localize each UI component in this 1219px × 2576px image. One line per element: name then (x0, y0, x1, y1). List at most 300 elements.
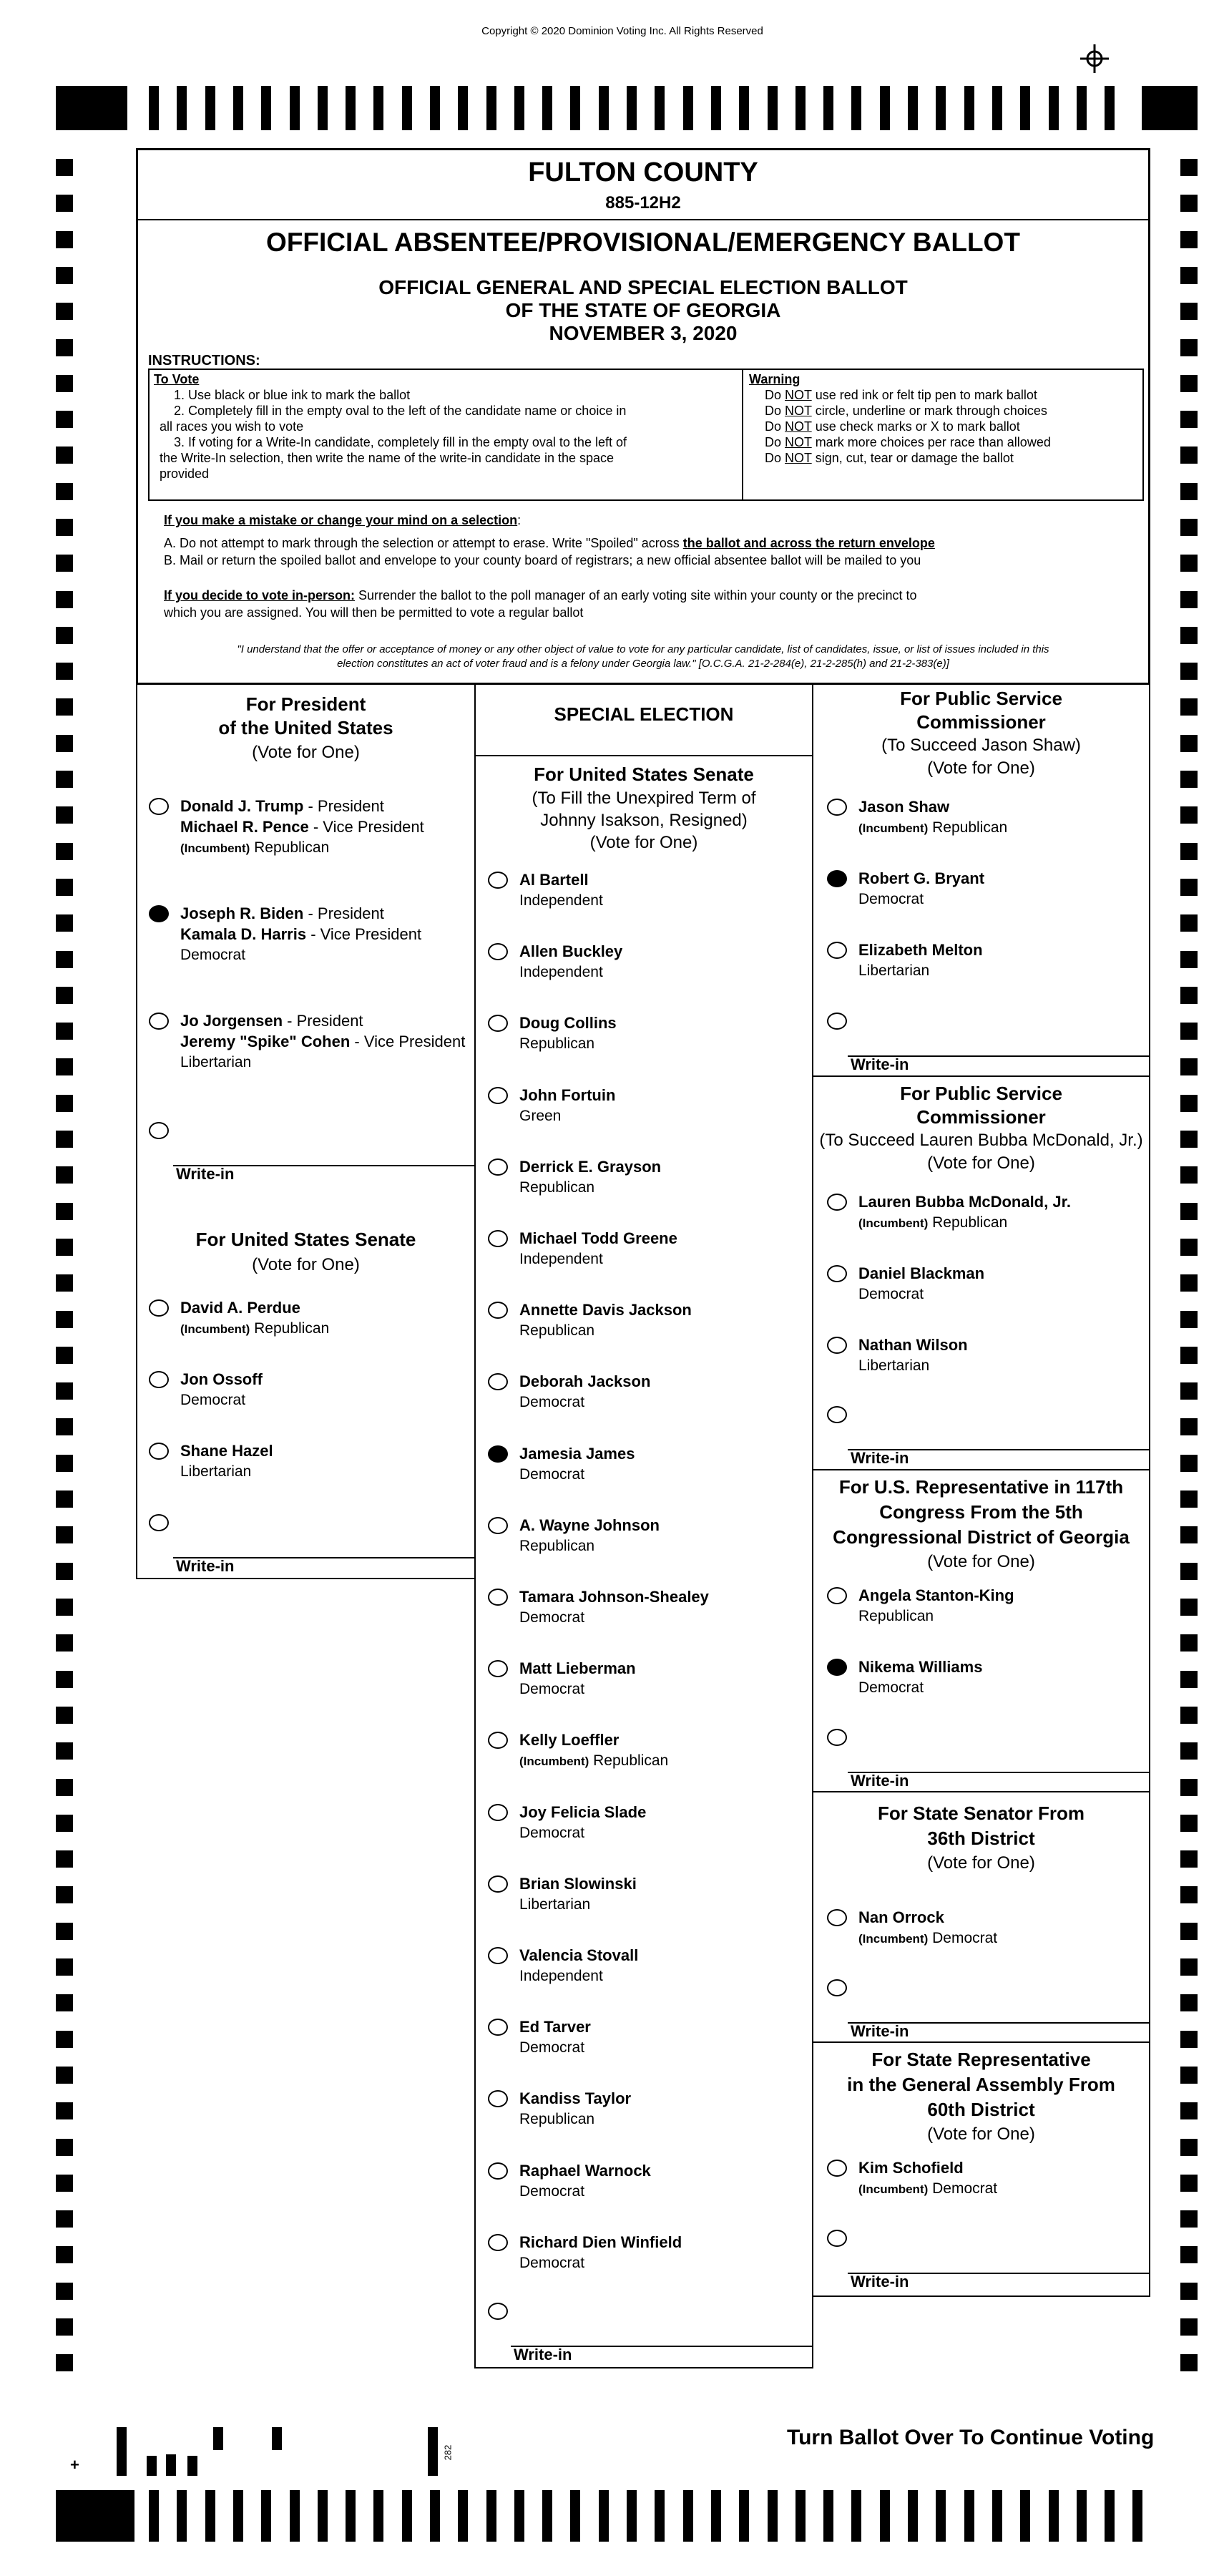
vote-oval[interactable] (488, 2303, 508, 2320)
vote-oval[interactable] (149, 798, 169, 815)
side-mark (1180, 591, 1198, 608)
timing-bar (514, 86, 524, 130)
side-mark (1180, 1023, 1198, 1040)
side-mark (1180, 1382, 1198, 1400)
race-title: 36th District (927, 1828, 1035, 1849)
side-mark (56, 1455, 73, 1472)
warning-label: Warning (749, 372, 801, 386)
side-mark (1180, 843, 1198, 860)
candidate-party: Democrat (519, 1394, 585, 1411)
timing-bar (683, 2490, 693, 2542)
candidate-name: Shane Hazel (180, 1442, 273, 1460)
side-mark (1180, 2139, 1198, 2156)
side-mark (1180, 1491, 1198, 1508)
timing-bar (1020, 2490, 1030, 2542)
timing-bar (177, 2490, 187, 2542)
side-mark (1180, 231, 1198, 248)
candidate[interactable] (519, 1802, 646, 1843)
race-title: For Public Service (900, 688, 1062, 709)
candidate[interactable] (519, 2016, 591, 2058)
side-mark (1180, 1815, 1198, 1832)
timing-bar (233, 86, 243, 130)
candidate[interactable] (519, 1299, 692, 1341)
side-mark (56, 1418, 73, 1435)
vote-oval[interactable] (488, 1804, 508, 1821)
vote-oval[interactable] (827, 1729, 847, 1746)
mistake-instruction-b: B. Mail or return the spoiled ballot and envelope to your county board of registrars; a new official absentee ballot will be mailed to you (164, 553, 921, 567)
in-person-instruction: If you decide to vote in-person: Surrender the ballot to the poll manager of an early voting site within your county or the precinct to (164, 588, 917, 602)
side-mark (56, 771, 73, 788)
timing-bar (711, 86, 721, 130)
side-mark (56, 1599, 73, 1616)
side-mark (56, 987, 73, 1004)
in-person-instruction-cont: which you are assigned. You will then be permitted to vote a regular ballot (164, 605, 584, 620)
side-mark (56, 2031, 73, 2048)
candidate[interactable] (519, 1729, 668, 1772)
candidate[interactable] (519, 1873, 637, 1915)
race-title: For State Senator From (878, 1802, 1085, 1824)
side-mark (1180, 627, 1198, 644)
side-mark (1180, 1526, 1198, 1543)
candidate[interactable]: Jo Jorgensen - President Jeremy "Spike" Cohen - Vice President Libertarian (180, 1010, 465, 1073)
timing-block (56, 86, 127, 130)
race-title: Commissioner (916, 1106, 1046, 1128)
timing-bar (570, 2490, 580, 2542)
timing-bar (290, 86, 300, 130)
race-divider (813, 1075, 1149, 1077)
candidate[interactable] (180, 1369, 263, 1410)
write-in-label: Write-in (851, 1772, 909, 1790)
candidate-party: Democrat (519, 1681, 585, 1698)
ballot-code: 885-12H2 (605, 193, 681, 213)
side-mark (1180, 1347, 1198, 1364)
vote-oval[interactable] (488, 1445, 508, 1463)
side-mark (1180, 483, 1198, 500)
vote-oval[interactable] (488, 2162, 508, 2180)
race-title: in the General Assembly From (847, 2074, 1115, 2095)
candidate[interactable] (858, 940, 983, 981)
timing-bar (1105, 86, 1115, 130)
side-mark (1180, 2354, 1198, 2371)
side-mark (1180, 1634, 1198, 1652)
candidate-name: Daniel Blackman (858, 1264, 985, 1282)
timing-bar (458, 2490, 468, 2542)
code-bar (166, 2454, 176, 2476)
candidate-party: Independent (519, 1968, 603, 1984)
side-mark (56, 1923, 73, 1940)
write-in-label: Write-in (514, 2346, 572, 2363)
vote-oval[interactable] (488, 1158, 508, 1176)
side-mark (1180, 555, 1198, 572)
side-mark (56, 879, 73, 896)
candidate[interactable] (519, 941, 622, 982)
candidate[interactable] (858, 1335, 968, 1376)
timing-bar (149, 2490, 159, 2542)
vote-oval[interactable] (827, 1406, 847, 1423)
candidate[interactable] (519, 1515, 660, 1556)
vote-oval[interactable] (149, 1122, 169, 1139)
side-mark (1180, 2246, 1198, 2263)
candidate-name: Derrick E. Grayson (519, 1157, 662, 1176)
county-title: FULTON COUNTY (528, 157, 758, 187)
candidate-party: Libertarian (858, 1357, 930, 1374)
candidate[interactable] (519, 869, 603, 911)
candidate[interactable]: Joseph R. Biden - President Kamala D. Harris - Vice President Democrat (180, 903, 421, 965)
vote-for-label: (Vote for One) (927, 2124, 1035, 2144)
page-code: 282 (442, 2444, 454, 2461)
vote-oval[interactable] (827, 942, 847, 959)
candidate-party: Democrat (858, 891, 924, 907)
candidate-party: (Incumbent) Republican (858, 819, 1008, 836)
vote-oval[interactable] (827, 1587, 847, 1604)
side-mark (1180, 1058, 1198, 1075)
timing-bar (711, 2490, 721, 2542)
candidate-party: (Incumbent) Democrat (858, 2180, 998, 2197)
timing-bar (1049, 86, 1059, 130)
vote-oval[interactable] (149, 1514, 169, 1531)
vote-oval[interactable] (827, 2230, 847, 2247)
candidate[interactable] (519, 2088, 631, 2129)
side-mark (56, 1347, 73, 1364)
timing-bar (908, 86, 918, 130)
side-mark (1180, 1707, 1198, 1724)
vote-oval[interactable] (488, 1947, 508, 1964)
side-mark (56, 447, 73, 464)
timing-bar (683, 86, 693, 130)
write-in-label: Write-in (176, 1165, 235, 1183)
special-election-heading: SPECIAL ELECTION (554, 703, 734, 725)
vote-oval[interactable] (827, 799, 847, 816)
candidate[interactable] (858, 1191, 1071, 1234)
candidate-party: Libertarian (180, 1463, 252, 1480)
side-mark (56, 1994, 73, 2011)
candidate-name: A. Wayne Johnson (519, 1516, 660, 1534)
candidate-name: Robert G. Bryant (858, 869, 985, 887)
candidate-name: Jamesia James (519, 1444, 635, 1463)
side-mark (56, 483, 73, 500)
side-mark (1180, 1239, 1198, 1256)
candidate-name: John Fortuin (519, 1085, 616, 1104)
bottom-timing-marks (0, 2490, 1219, 2576)
side-mark (1180, 1886, 1198, 1903)
side-mark (1180, 1742, 1198, 1760)
candidate[interactable] (180, 1440, 273, 1482)
side-mark (56, 1166, 73, 1184)
side-mark (56, 2210, 73, 2228)
race-subtitle: Johnny Isakson, Resigned) (540, 811, 748, 830)
vote-oval[interactable] (827, 1013, 847, 1030)
side-mark (56, 411, 73, 428)
candidate-party: Democrat (180, 1392, 246, 1408)
candidate-party: Independent (519, 1251, 603, 1267)
race-divider (813, 1791, 1149, 1792)
side-mark (1180, 1311, 1198, 1328)
instructions-box (148, 369, 1144, 501)
candidate-party: Democrat (519, 2254, 585, 2271)
instruction-line: 1. Use black or blue ink to mark the ballot (174, 388, 411, 402)
vote-oval[interactable] (488, 872, 508, 889)
side-mark (56, 1634, 73, 1652)
timing-bar (936, 2490, 946, 2542)
race-title: For Public Service (900, 1083, 1062, 1104)
running-mate-name: Jeremy "Spike" Cohen (180, 1033, 351, 1050)
candidate[interactable] (519, 2160, 651, 2202)
code-bar (213, 2427, 223, 2450)
side-mark (56, 303, 73, 320)
side-mark (56, 1563, 73, 1580)
vote-oval[interactable] (827, 1979, 847, 1996)
timing-bar (261, 2490, 271, 2542)
instruction-line: 3. If voting for a Write-In candidate, completely fill in the empty oval to the left of (174, 435, 627, 449)
vote-for-label: (Vote for One) (927, 1153, 1035, 1173)
candidate[interactable] (519, 1443, 635, 1485)
candidate[interactable] (519, 1085, 615, 1126)
warning-line: Do NOT use red ink or felt tip pen to mark ballot (765, 388, 1037, 402)
side-mark (1180, 1274, 1198, 1292)
timing-bar (458, 86, 468, 130)
candidate-name: David A. Perdue (180, 1299, 300, 1317)
candidate-party: Democrat (519, 1824, 585, 1841)
candidate[interactable] (519, 2232, 682, 2273)
race-title: Congressional District of Georgia (833, 1526, 1130, 1548)
candidate-party: (Incumbent) Republican (519, 1752, 669, 1770)
side-mark (1180, 1563, 1198, 1580)
vote-oval[interactable] (149, 1013, 169, 1030)
race-title: For State Representative (871, 2049, 1091, 2070)
candidate[interactable] (858, 1907, 997, 1949)
candidate-name: Brian Slowinski (519, 1874, 637, 1893)
running-mate-name: Michael R. Pence (180, 818, 309, 836)
candidate[interactable] (519, 1156, 661, 1198)
timing-bar (992, 86, 1002, 130)
code-bar (187, 2456, 197, 2476)
vote-oval[interactable] (149, 1371, 169, 1388)
instruction-line: all races you wish to vote (160, 419, 304, 434)
vote-oval[interactable] (827, 1265, 847, 1282)
warning-line: Do NOT mark more choices per race than allowed (765, 435, 1051, 449)
side-mark (56, 1886, 73, 1903)
candidate-party: Republican (519, 1035, 595, 1053)
side-mark (56, 1239, 73, 1256)
candidate-name: Angela Stanton-King (858, 1586, 1014, 1604)
timing-bar (373, 86, 383, 130)
candidate[interactable] (858, 2157, 997, 2200)
side-mark (56, 627, 73, 644)
vote-oval[interactable] (488, 1230, 508, 1247)
side-mark (56, 159, 73, 176)
side-mark (1180, 735, 1198, 752)
candidate[interactable] (519, 1013, 617, 1054)
timing-bar (992, 2490, 1002, 2542)
vote-for-label: (Vote for One) (927, 1853, 1035, 1873)
race-subtitle: (To Succeed Jason Shaw) (881, 736, 1081, 755)
timing-bar (1049, 2490, 1059, 2542)
candidate[interactable] (180, 1297, 329, 1340)
side-mark (56, 2139, 73, 2156)
timing-bar (655, 86, 665, 130)
timing-bar (205, 2490, 215, 2542)
timing-bar (486, 2490, 496, 2542)
plus-mark: + (70, 2456, 79, 2474)
timing-bar (346, 2490, 356, 2542)
timing-bar (851, 2490, 861, 2542)
timing-bar (233, 2490, 243, 2542)
race-title: 60th District (927, 2099, 1035, 2120)
side-mark (56, 951, 73, 968)
timing-bar (149, 86, 159, 130)
timing-bar (880, 86, 890, 130)
timing-bar (177, 86, 187, 130)
timing-bar (1020, 86, 1030, 130)
vote-oval[interactable] (149, 1299, 169, 1317)
candidate-name: Raphael Warnock (519, 2161, 651, 2180)
vote-oval[interactable] (488, 1589, 508, 1606)
candidate[interactable] (519, 1371, 650, 1413)
side-mark (1180, 1203, 1198, 1220)
vote-oval[interactable] (488, 1087, 508, 1104)
side-mark (56, 1095, 73, 1112)
candidate[interactable] (858, 1657, 982, 1698)
side-mark (56, 375, 73, 392)
timing-bar (851, 86, 861, 130)
timing-bar (1132, 2490, 1142, 2542)
write-in-label: Write-in (851, 1449, 909, 1467)
candidate[interactable] (519, 1945, 638, 1986)
candidate[interactable] (858, 1263, 984, 1304)
write-in-label: Write-in (851, 2022, 909, 2040)
vote-oval[interactable] (827, 1659, 847, 1676)
candidate-party: Democrat (519, 2039, 585, 2057)
race-title: Congress From the 5th (879, 1501, 1083, 1523)
candidate-party: Libertarian (519, 1896, 591, 1913)
side-mark (1180, 447, 1198, 464)
side-mark (1180, 411, 1198, 428)
side-mark (1180, 2210, 1198, 2228)
vote-oval[interactable] (827, 1909, 847, 1926)
candidate-name: Matt Lieberman (519, 1659, 636, 1678)
candidate-party: Republican (519, 1537, 595, 1554)
side-mark (56, 1815, 73, 1832)
vote-oval[interactable] (827, 1337, 847, 1354)
vote-oval[interactable] (149, 905, 169, 922)
timing-bar (261, 86, 271, 130)
candidate-name: Doug Collins (519, 1014, 617, 1033)
candidate[interactable] (519, 1586, 709, 1628)
side-mark (56, 1058, 73, 1075)
vote-oval[interactable] (488, 2234, 508, 2251)
side-mark (1180, 1671, 1198, 1688)
vote-oval[interactable] (827, 2160, 847, 2177)
instruction-line: provided (160, 467, 210, 481)
timing-bar (795, 86, 806, 130)
vote-oval[interactable] (827, 1194, 847, 1211)
side-mark (56, 1779, 73, 1796)
side-mark (1180, 698, 1198, 716)
candidate-name: Donald J. Trump (180, 797, 304, 815)
candidate[interactable] (858, 796, 1007, 839)
candidate-name: Annette Davis Jackson (519, 1301, 692, 1319)
timing-bar (627, 86, 637, 130)
timing-bar (542, 86, 552, 130)
instructions-label: INSTRUCTIONS: (148, 353, 260, 369)
timing-bar (514, 2490, 524, 2542)
side-mark (56, 519, 73, 536)
timing-bar (346, 86, 356, 130)
side-mark (1180, 2318, 1198, 2336)
candidate-name: Jon Ossoff (180, 1370, 263, 1388)
candidate[interactable] (519, 1658, 636, 1699)
warning-line: Do NOT sign, cut, tear or damage the ballot (765, 451, 1014, 465)
vote-oval[interactable] (827, 870, 847, 887)
vote-oval[interactable] (149, 1443, 169, 1460)
candidate-party: Republican (519, 2111, 595, 2128)
side-mark (56, 2318, 73, 2336)
side-mark (1180, 303, 1198, 320)
candidate-name: Michael Todd Greene (519, 1229, 677, 1247)
candidate[interactable]: Donald J. Trump - President Michael R. Pence - Vice President (Incumbent) Republican (180, 796, 424, 859)
to-vote-label: To Vote (154, 372, 200, 386)
candidate-party: Independent (519, 892, 603, 909)
side-mark (1180, 1418, 1198, 1435)
side-mark (56, 591, 73, 608)
side-mark (1180, 1850, 1198, 1868)
candidate-party: Democrat (519, 1609, 585, 1626)
side-mark (1180, 2067, 1198, 2084)
side-mark (56, 735, 73, 752)
side-mark (1180, 914, 1198, 932)
race-subtitle: (To Succeed Lauren Bubba McDonald, Jr.) (819, 1131, 1143, 1150)
candidate[interactable] (858, 868, 984, 909)
candidate-name: Lauren Bubba McDonald, Jr. (858, 1193, 1072, 1211)
mistake-heading: If you make a mistake or change your mind on a selection: (164, 513, 522, 527)
race-title: For United States Senate (195, 1229, 416, 1250)
candidate-name: Valencia Stovall (519, 1946, 639, 1964)
candidate-party: Republican (519, 1179, 595, 1196)
write-in-label: Write-in (851, 1055, 909, 1073)
side-mark (56, 2067, 73, 2084)
side-mark (56, 195, 73, 212)
instruction-line: 2. Completely fill in the empty oval to the left of the candidate name or choice in (174, 404, 627, 418)
side-mark (56, 1850, 73, 1868)
timing-bar (880, 2490, 890, 2542)
timing-bar (964, 2490, 974, 2542)
candidate-party: (Incumbent) Democrat (858, 1930, 998, 1946)
timing-bar (908, 2490, 918, 2542)
code-bar (272, 2427, 282, 2450)
ballot-title: OFFICIAL ABSENTEE/PROVISIONAL/EMERGENCY BALLOT (266, 228, 1020, 257)
side-mark (1180, 2102, 1198, 2119)
candidate-party: Republican (858, 1608, 934, 1624)
timing-bar (1105, 2490, 1115, 2542)
candidate[interactable] (519, 1228, 677, 1269)
vote-oval[interactable] (488, 1517, 508, 1534)
timing-bar (823, 2490, 833, 2542)
timing-bar (1077, 2490, 1087, 2542)
candidate[interactable] (858, 1585, 1014, 1626)
side-mark (1180, 663, 1198, 680)
side-mark (1180, 1779, 1198, 1796)
side-mark (56, 2283, 73, 2300)
timing-bar (964, 86, 974, 130)
vote-oval[interactable] (488, 1875, 508, 1893)
race-divider (476, 755, 812, 756)
side-mark (1180, 1958, 1198, 1976)
side-mark (1180, 1095, 1198, 1112)
side-mark (1180, 267, 1198, 284)
warning-line: Do NOT circle, underline or mark through choices (765, 404, 1047, 418)
timing-bar (402, 2490, 412, 2542)
side-mark (1180, 339, 1198, 356)
